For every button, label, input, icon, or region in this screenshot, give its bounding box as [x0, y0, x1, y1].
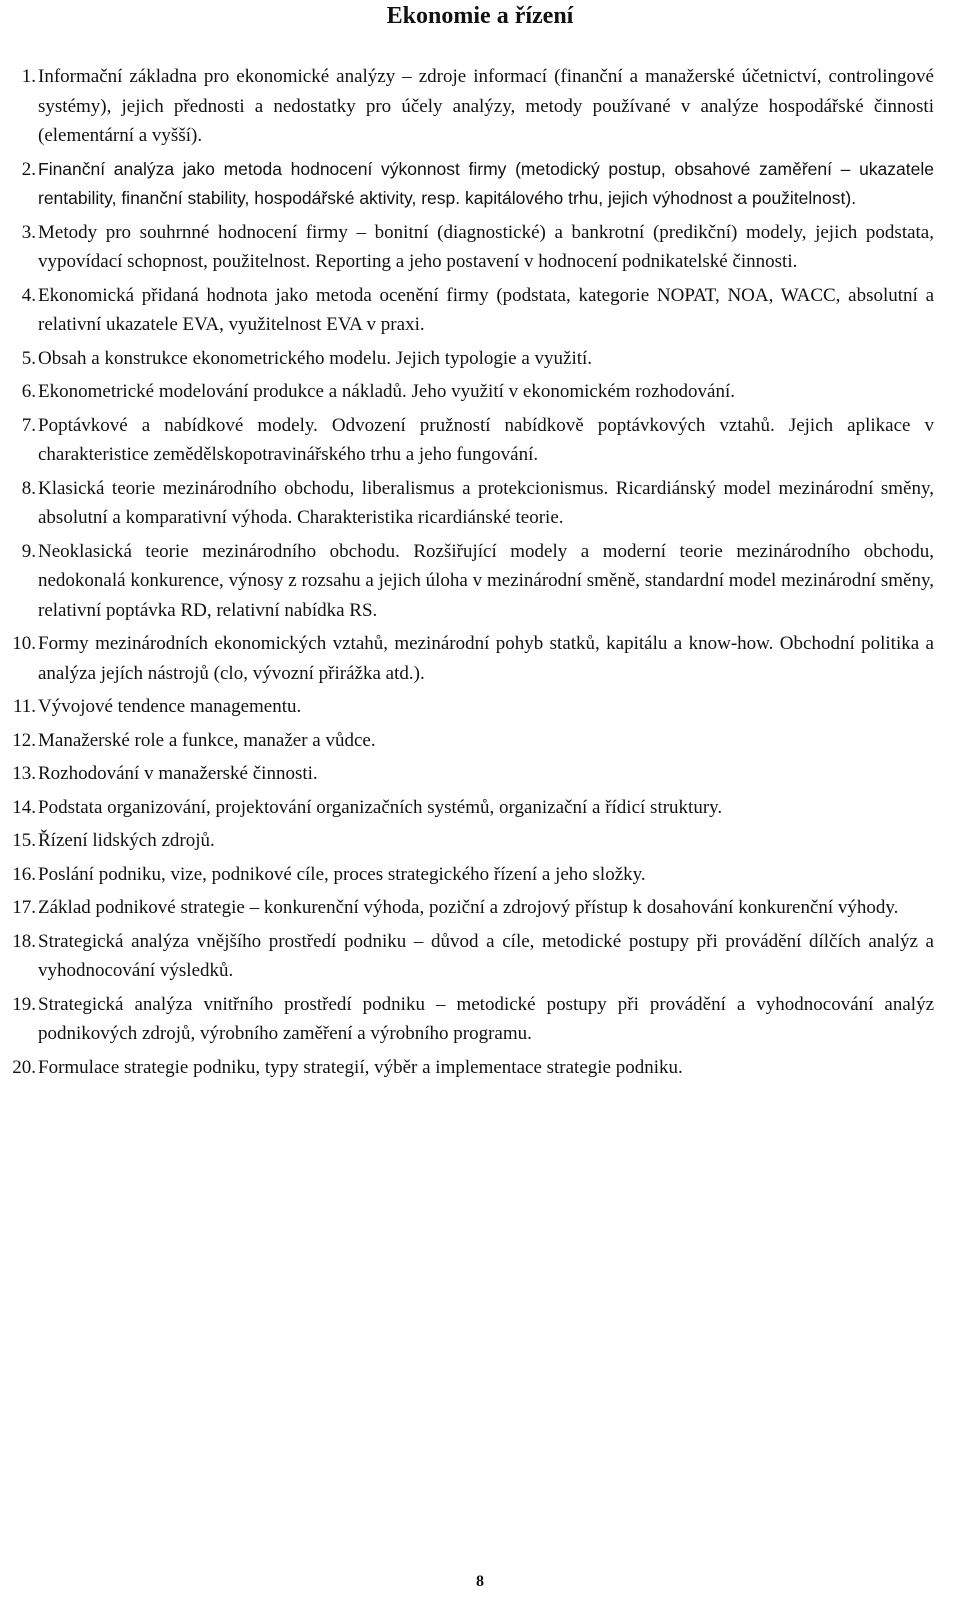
- item-text: Podstata organizování, projektování organizačních systémů, organizační a řídicí struktury.: [38, 796, 723, 818]
- item-text: Finanční analýza jako metoda hodnocení výkonnost firmy (metodický postup, obsahové zaměření – ukazatele rentability, finanční stability, hospodářské aktivity, resp. kapitálového trhu, jejich výhodnost a použitelnost).: [38, 158, 934, 208]
- item-number: 8.: [21, 477, 36, 499]
- list-item: [0, 759, 960, 789]
- item-number: 12.: [12, 729, 36, 751]
- item-number: 9.: [21, 540, 36, 562]
- item-number: 7.: [21, 414, 36, 436]
- item-number: 14.: [12, 796, 36, 818]
- item-text: Metody pro souhrnné hodnocení firmy – bonitní (diagnostické) a bankrotní (predikční) modely, jejich podstata, vypovídací schopnost, použitelnost. Reporting a jeho postavení v hodnocení podnikatelské činnosti.: [38, 221, 934, 272]
- item-number: 4.: [21, 284, 36, 306]
- item-text: Ekonomická přidaná hodnota jako metoda ocenění firmy (podstata, kategorie NOPAT, NOA, WACC, absolutní a relativní ukazatele EVA, využitelnost EVA v praxi.: [38, 284, 934, 335]
- item-text: Formulace strategie podniku, typy strategií, výběr a implementace strategie podniku.: [38, 1056, 683, 1078]
- item-text: Formy mezinárodních ekonomických vztahů, mezinárodní pohyb statků, kapitálu a know-how. Obchodní politika a analýza jejích nástrojů (clo, vývozní přirážka atd.).: [38, 633, 934, 684]
- item-text: Ekonometrické modelování produkce a nákladů. Jeho využití v ekonomickém rozhodování.: [38, 381, 735, 402]
- list-item: [0, 927, 960, 986]
- list-item: [0, 629, 960, 688]
- item-number: 17.: [12, 897, 36, 918]
- item-number: 13.: [12, 763, 36, 784]
- list-item: [0, 344, 960, 374]
- item-text: Poslání podniku, vize, podnikové cíle, proces strategického řízení a jeho složky.: [38, 863, 646, 885]
- list-item: [0, 155, 960, 214]
- list-item: [0, 860, 960, 890]
- topic-list: [0, 62, 960, 1086]
- list-item: [0, 692, 960, 722]
- list-item: [0, 377, 960, 407]
- item-text: Řízení lidských zdrojů.: [38, 830, 215, 851]
- item-number: 5.: [21, 347, 36, 369]
- list-item: [0, 281, 960, 340]
- item-text: Manažerské role a funkce, manažer a vůdce.: [38, 729, 376, 751]
- item-number: 3.: [21, 221, 36, 243]
- item-text: Rozhodování v manažerské činnosti.: [38, 763, 318, 784]
- list-item: [0, 826, 960, 856]
- item-number: 2.: [21, 158, 36, 180]
- item-text: Klasická teorie mezinárodního obchodu, liberalismus a protekcionismus. Ricardiánský model mezinárodní směny, absolutní a komparativní výhoda. Charakteristika ricardiánské teorie.: [38, 477, 934, 528]
- list-item: [0, 474, 960, 533]
- item-number: 10.: [12, 633, 36, 654]
- page-number: 8: [476, 1573, 484, 1590]
- list-item: [0, 990, 960, 1049]
- list-item: [0, 218, 960, 277]
- item-text: Strategická analýza vnějšího prostředí podniku – důvod a cíle, metodické postupy při provádění dílčích analýz a vyhodnocování výsledků.: [38, 930, 934, 981]
- list-item: [0, 411, 960, 470]
- item-number: 6.: [21, 381, 36, 402]
- item-number: 15.: [12, 830, 36, 851]
- item-text: Základ podnikové strategie – konkurenční výhoda, poziční a zdrojový přístup k dosahování konkurenční výhody.: [38, 897, 899, 918]
- list-item: [0, 893, 960, 923]
- item-number: 1.: [21, 66, 36, 87]
- item-text: Informační základna pro ekonomické analýzy – zdroje informací (finanční a manažerské účetnictví, controlingové systémy), jejich přednosti a nedostatky pro účely analýzy, metody používané v analýze hospodářské činnosti (elementární a vyšší).: [38, 66, 934, 146]
- item-number: 20.: [12, 1056, 36, 1078]
- list-item: [0, 726, 960, 756]
- page-title: Ekonomie a řízení: [386, 3, 574, 29]
- item-number: 11.: [12, 696, 36, 717]
- item-text: Poptávkové a nabídkové modely. Odvození pružností nabídkově poptávkových vztahů. Jejich aplikace v charakteristice zemědělskopotravinářského trhu a jeho fungování.: [38, 414, 934, 465]
- list-item: [0, 1053, 960, 1083]
- item-text: Neoklasická teorie mezinárodního obchodu. Rozšiřující modely a moderní teorie mezinárodního obchodu, nedokonalá konkurence, výnosy z rozsahu a jejich úloha v mezinárodní směně, standardní model mezinárodní směny, relativní poptávka RD, relativní nabídka RS.: [38, 540, 934, 621]
- list-item: [0, 62, 960, 151]
- item-number: 19.: [12, 993, 36, 1015]
- item-text: Vývojové tendence managementu.: [38, 696, 302, 717]
- item-number: 16.: [12, 863, 36, 885]
- item-text: Strategická analýza vnitřního prostředí podniku – metodické postupy při provádění a vyhodnocování analýz podnikových zdrojů, výrobního zaměření a výrobního programu.: [38, 993, 934, 1044]
- item-number: 18.: [12, 930, 36, 952]
- list-item: [0, 537, 960, 626]
- item-text: Obsah a konstrukce ekonometrického modelu. Jejich typologie a využití.: [38, 347, 593, 369]
- list-item: [0, 793, 960, 823]
